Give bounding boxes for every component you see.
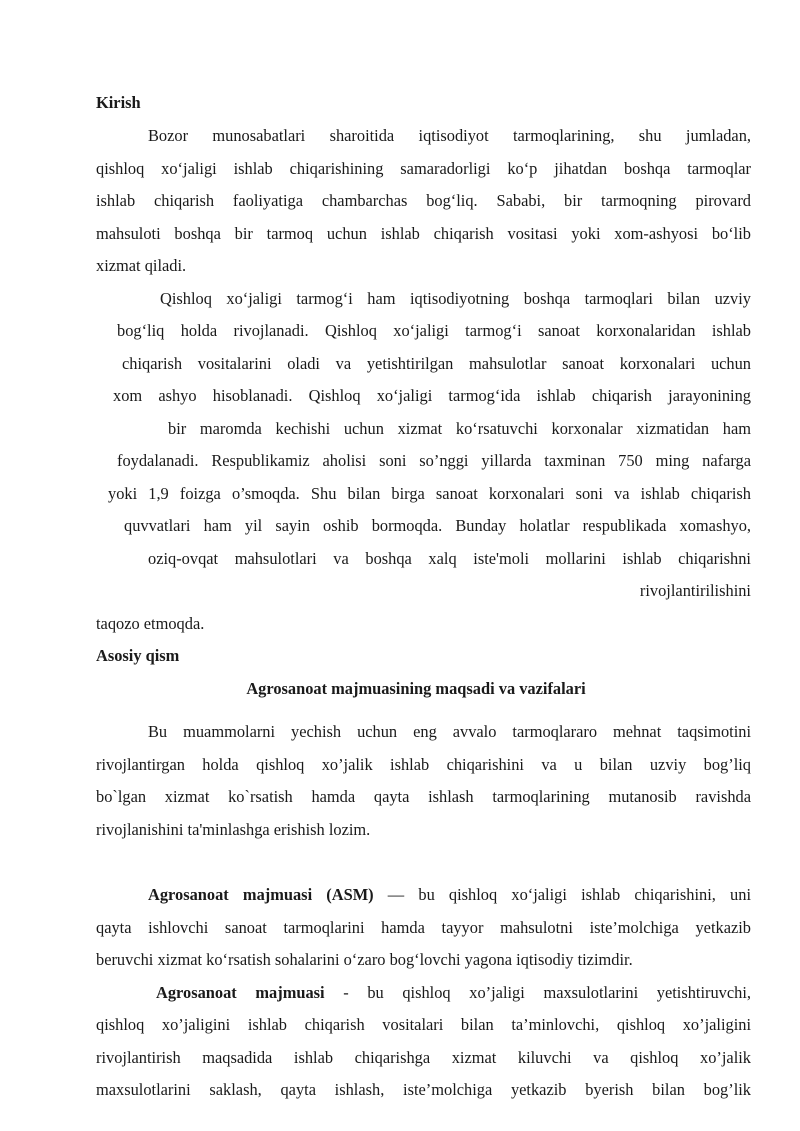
- agrosanoat-term: Agrosanoat majmuasi: [156, 983, 325, 1002]
- intro-p1-line-2: qishloq xo‘jaligi ishlab chiqarishining samaradorligi ko‘p jihatdan boshqa tarmoqlar: [96, 159, 751, 178]
- intro-p1-line-4: mahsuloti boshqa bir tarmoq uchun ishlab chiqarish vositasi yoki xom-ashyosi bo‘lib: [96, 224, 751, 243]
- intro-p2-line-2: bog‘liq holda rivojlanadi. Qishloq xo‘jaligi tarmog‘i sanoat korxonalaridan ishlab: [117, 321, 751, 340]
- intro-p2-line-9: oziq-ovqat mahsulotlari va boshqa xalq iste'moli mollarini ishlab chiqarishni: [148, 549, 751, 568]
- intro-p1-line-1: Bozor munosabatlari sharoitida iqtisodiyot tarmoqlarining, shu jumladan,: [148, 126, 751, 145]
- section-heading-main: Asosiy qism: [96, 646, 180, 665]
- agrosanoat-definition: - bu qishloq xo’jaligi maxsulotlarini yetishtiruvchi,: [324, 983, 752, 1002]
- intro-p2-line-3: chiqarish vositalarini oladi va yetishtirilgan mahsulotlar sanoat korxonalari uchun: [122, 354, 751, 373]
- intro-p1-line-5: xizmat qiladi.: [96, 256, 187, 275]
- main-p1-line-2: rivojlantirgan holda qishloq xo’jalik ishlab chiqarishini va u bilan uzviy bog’liq: [96, 755, 751, 774]
- main-p2-line-2: qayta ishlovchi sanoat tarmoqlarini hamda tayyor mahsulotni iste’molchiga yetkazib: [96, 918, 751, 937]
- main-p2-line-3: beruvchi xizmat ko‘rsatish sohalarini o‘zaro bog‘lovchi yagona iqtisodiy tizimdir.: [96, 950, 633, 969]
- intro-p2-line-11: taqozo etmoqda.: [96, 614, 205, 633]
- main-p2-line-1: [148, 885, 751, 905]
- intro-p2-line-1: Qishloq xo‘jaligi tarmog‘i ham iqtisodiyotning boshqa tarmoqlari bilan uzviy: [160, 289, 751, 308]
- main-p3-line-3: rivojlantirish maqsadida ishlab chiqarishga xizmat kiluvchi va qishloq xo’jalik: [96, 1048, 751, 1067]
- asm-term: Agrosanoat majmuasi (ASM): [148, 885, 374, 904]
- main-p1-line-3: bo`lgan xizmat ko`rsatish hamda qayta ishlash tarmoqlarining mutanosib ravishda: [96, 787, 751, 806]
- intro-p2-line-6: foydalanadi. Respublikamiz aholisi soni so’nggi yillarda taxminan 750 ming nafarga: [117, 451, 751, 470]
- intro-p2-line-5: bir maromda kechishi uchun xizmat ko‘rsatuvchi korxonalar xizmatidan ham: [168, 419, 751, 438]
- intro-p2-line-8: quvvatlari ham yil sayin oshib bormoqda. Bunday holatlar respublikada xomashyo,: [124, 516, 751, 535]
- intro-p2-line-10: rivojlantirilishini: [639, 581, 751, 600]
- asm-definition: — bu qishloq xo‘jaligi ishlab chiqarishini, uni: [373, 885, 751, 904]
- main-p3-line-2: qishloq xo’jaligini ishlab chiqarish vositalari bilan ta’minlovchi, qishloq xo’jaligini: [96, 1015, 751, 1034]
- intro-p2-line-4: xom ashyo hisoblanadi. Qishloq xo‘jaligi tarmog‘ida ishlab chiqarish jarayonining: [113, 386, 751, 405]
- main-p1-line-4: rivojlanishini ta'minlashga erishish lozim.: [96, 820, 371, 839]
- main-p3-line-1: [156, 983, 751, 1003]
- main-p3-line-4: maxsulotlarini saklash, qayta ishlash, iste’molchiga yetkazib byerish bilan bog’lik: [96, 1080, 751, 1099]
- subsection-heading: Agrosanoat majmuasining maqsadi va vazifalari: [246, 679, 586, 698]
- section-heading-intro: Kirish: [96, 93, 141, 112]
- intro-p1-line-3: ishlab chiqarish faoliyatiga chambarchas bog‘liq. Sababi, bir tarmoqning pirovard: [96, 191, 751, 210]
- intro-p2-line-7: yoki 1,9 foizga o’smoqda. Shu bilan birga sanoat korxonalari soni va ishlab chiqarish: [108, 484, 751, 503]
- main-p1-line-1: Bu muammolarni yechish uchun eng avvalo tarmoqlararo mehnat taqsimotini: [148, 722, 751, 741]
